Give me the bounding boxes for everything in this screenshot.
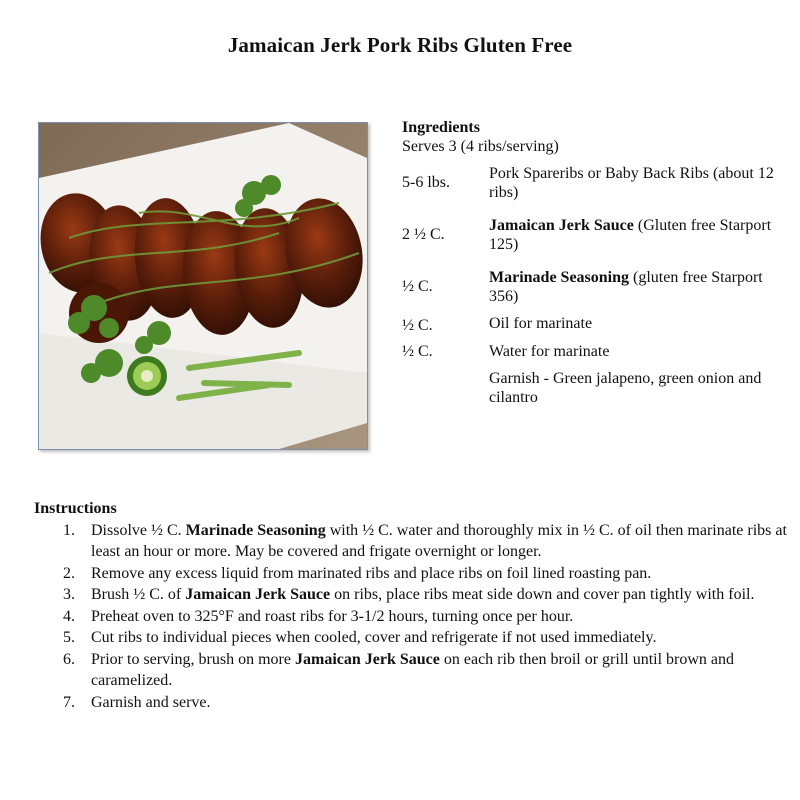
ingredient-note: (gluten free Starport 356) <box>489 269 763 305</box>
step-text-part: on ribs, place ribs meat side down and cover pan tightly with foil. <box>330 586 755 603</box>
step-text <box>91 694 211 711</box>
servings-text: Serves 3 (4 ribs/serving) <box>402 138 559 155</box>
step-text-part: Dissolve ½ C. <box>91 521 186 539</box>
ingredients-heading: Ingredients <box>402 119 480 136</box>
instructions-heading: Instructions <box>34 500 117 517</box>
ingredient-product-name: Jamaican Jerk Sauce <box>489 217 634 234</box>
ingredient-row <box>402 268 792 306</box>
ingredient-quantity: ½ C. <box>402 343 433 360</box>
step-text-part: Remove any excess liquid from marinated ribs and place ribs on foil lined roasting pan. <box>91 564 652 582</box>
step-number: 3. <box>63 586 75 603</box>
step-text <box>91 565 651 582</box>
ingredient-name: Oil for marinate <box>489 315 593 332</box>
page-title: Jamaican Jerk Pork Ribs Gluten Free <box>227 33 573 57</box>
ingredient-row <box>402 164 792 202</box>
ingredient-text <box>489 369 792 407</box>
step-number: 2. <box>63 564 75 582</box>
instructions-list <box>34 520 794 714</box>
step-text <box>91 651 734 690</box>
ingredient-text <box>489 342 792 361</box>
step-text <box>91 586 754 603</box>
ingredient-quantity: 2 ½ C. <box>402 226 445 243</box>
instruction-step <box>34 563 794 585</box>
instruction-step <box>34 520 794 563</box>
ribs-photo-illustration <box>39 123 367 449</box>
ingredient-quantity: 5-6 lbs. <box>402 174 450 191</box>
instruction-step <box>34 692 794 714</box>
ingredients-section <box>402 118 792 407</box>
step-number: 1. <box>63 521 75 539</box>
ingredient-row <box>402 369 792 407</box>
ingredient-text <box>489 314 792 333</box>
ingredient-row <box>402 216 792 254</box>
step-text-part: Preheat oven to 325°F and roast ribs for 3-1/2 hours, turning once per hour. <box>91 607 574 625</box>
instruction-step <box>34 584 794 606</box>
step-number: 4. <box>63 607 75 625</box>
ingredient-name: Pork Spareribs or Baby Back Ribs (about 12 ribs) <box>489 165 774 201</box>
ingredient-row <box>402 342 792 361</box>
step-product-name: Jamaican Jerk Sauce <box>294 650 440 668</box>
ingredient-product-name: Marinade Seasoning <box>489 269 630 286</box>
step-number: 6. <box>63 650 75 668</box>
ribs-photo <box>38 122 368 450</box>
step-text <box>91 608 573 625</box>
step-text-part: with ½ C. water and thoroughly mix in ½ C. of oil then marinate ribs at least an hour or more. May be covered and frigate overnight or longer. <box>91 521 787 560</box>
step-text <box>91 629 656 646</box>
step-text-part: Garnish and serve. <box>91 693 211 711</box>
instruction-step <box>34 606 794 628</box>
step-text <box>91 522 787 561</box>
ingredient-quantity: ½ C. <box>402 278 433 295</box>
instruction-step <box>34 627 794 649</box>
instruction-step <box>34 649 794 692</box>
step-number: 5. <box>63 629 75 646</box>
ingredient-quantity: ½ C. <box>402 317 433 334</box>
ingredient-row <box>402 314 792 333</box>
ingredient-text <box>489 164 792 202</box>
step-number: 7. <box>63 693 75 711</box>
step-product-name: Marinade Seasoning <box>185 521 326 539</box>
ingredient-note: (Gluten free Starport 125) <box>489 217 772 253</box>
step-text-part: Brush ½ C. of <box>91 586 186 603</box>
step-text-part: on each rib then broil or grill until brown and caramelized. <box>91 650 735 689</box>
ingredient-text <box>489 268 792 306</box>
ingredient-name: Garnish - Green jalapeno, green onion and cilantro <box>489 370 762 406</box>
instructions-section <box>34 498 794 713</box>
ingredient-name: Water for marinate <box>489 343 610 360</box>
step-text-part: Prior to serving, brush on more <box>91 650 295 668</box>
step-product-name: Jamaican Jerk Sauce <box>185 586 331 603</box>
step-text-part: Cut ribs to individual pieces when cooled, cover and refrigerate if not used immediately. <box>91 629 657 646</box>
ingredient-text <box>489 216 792 254</box>
